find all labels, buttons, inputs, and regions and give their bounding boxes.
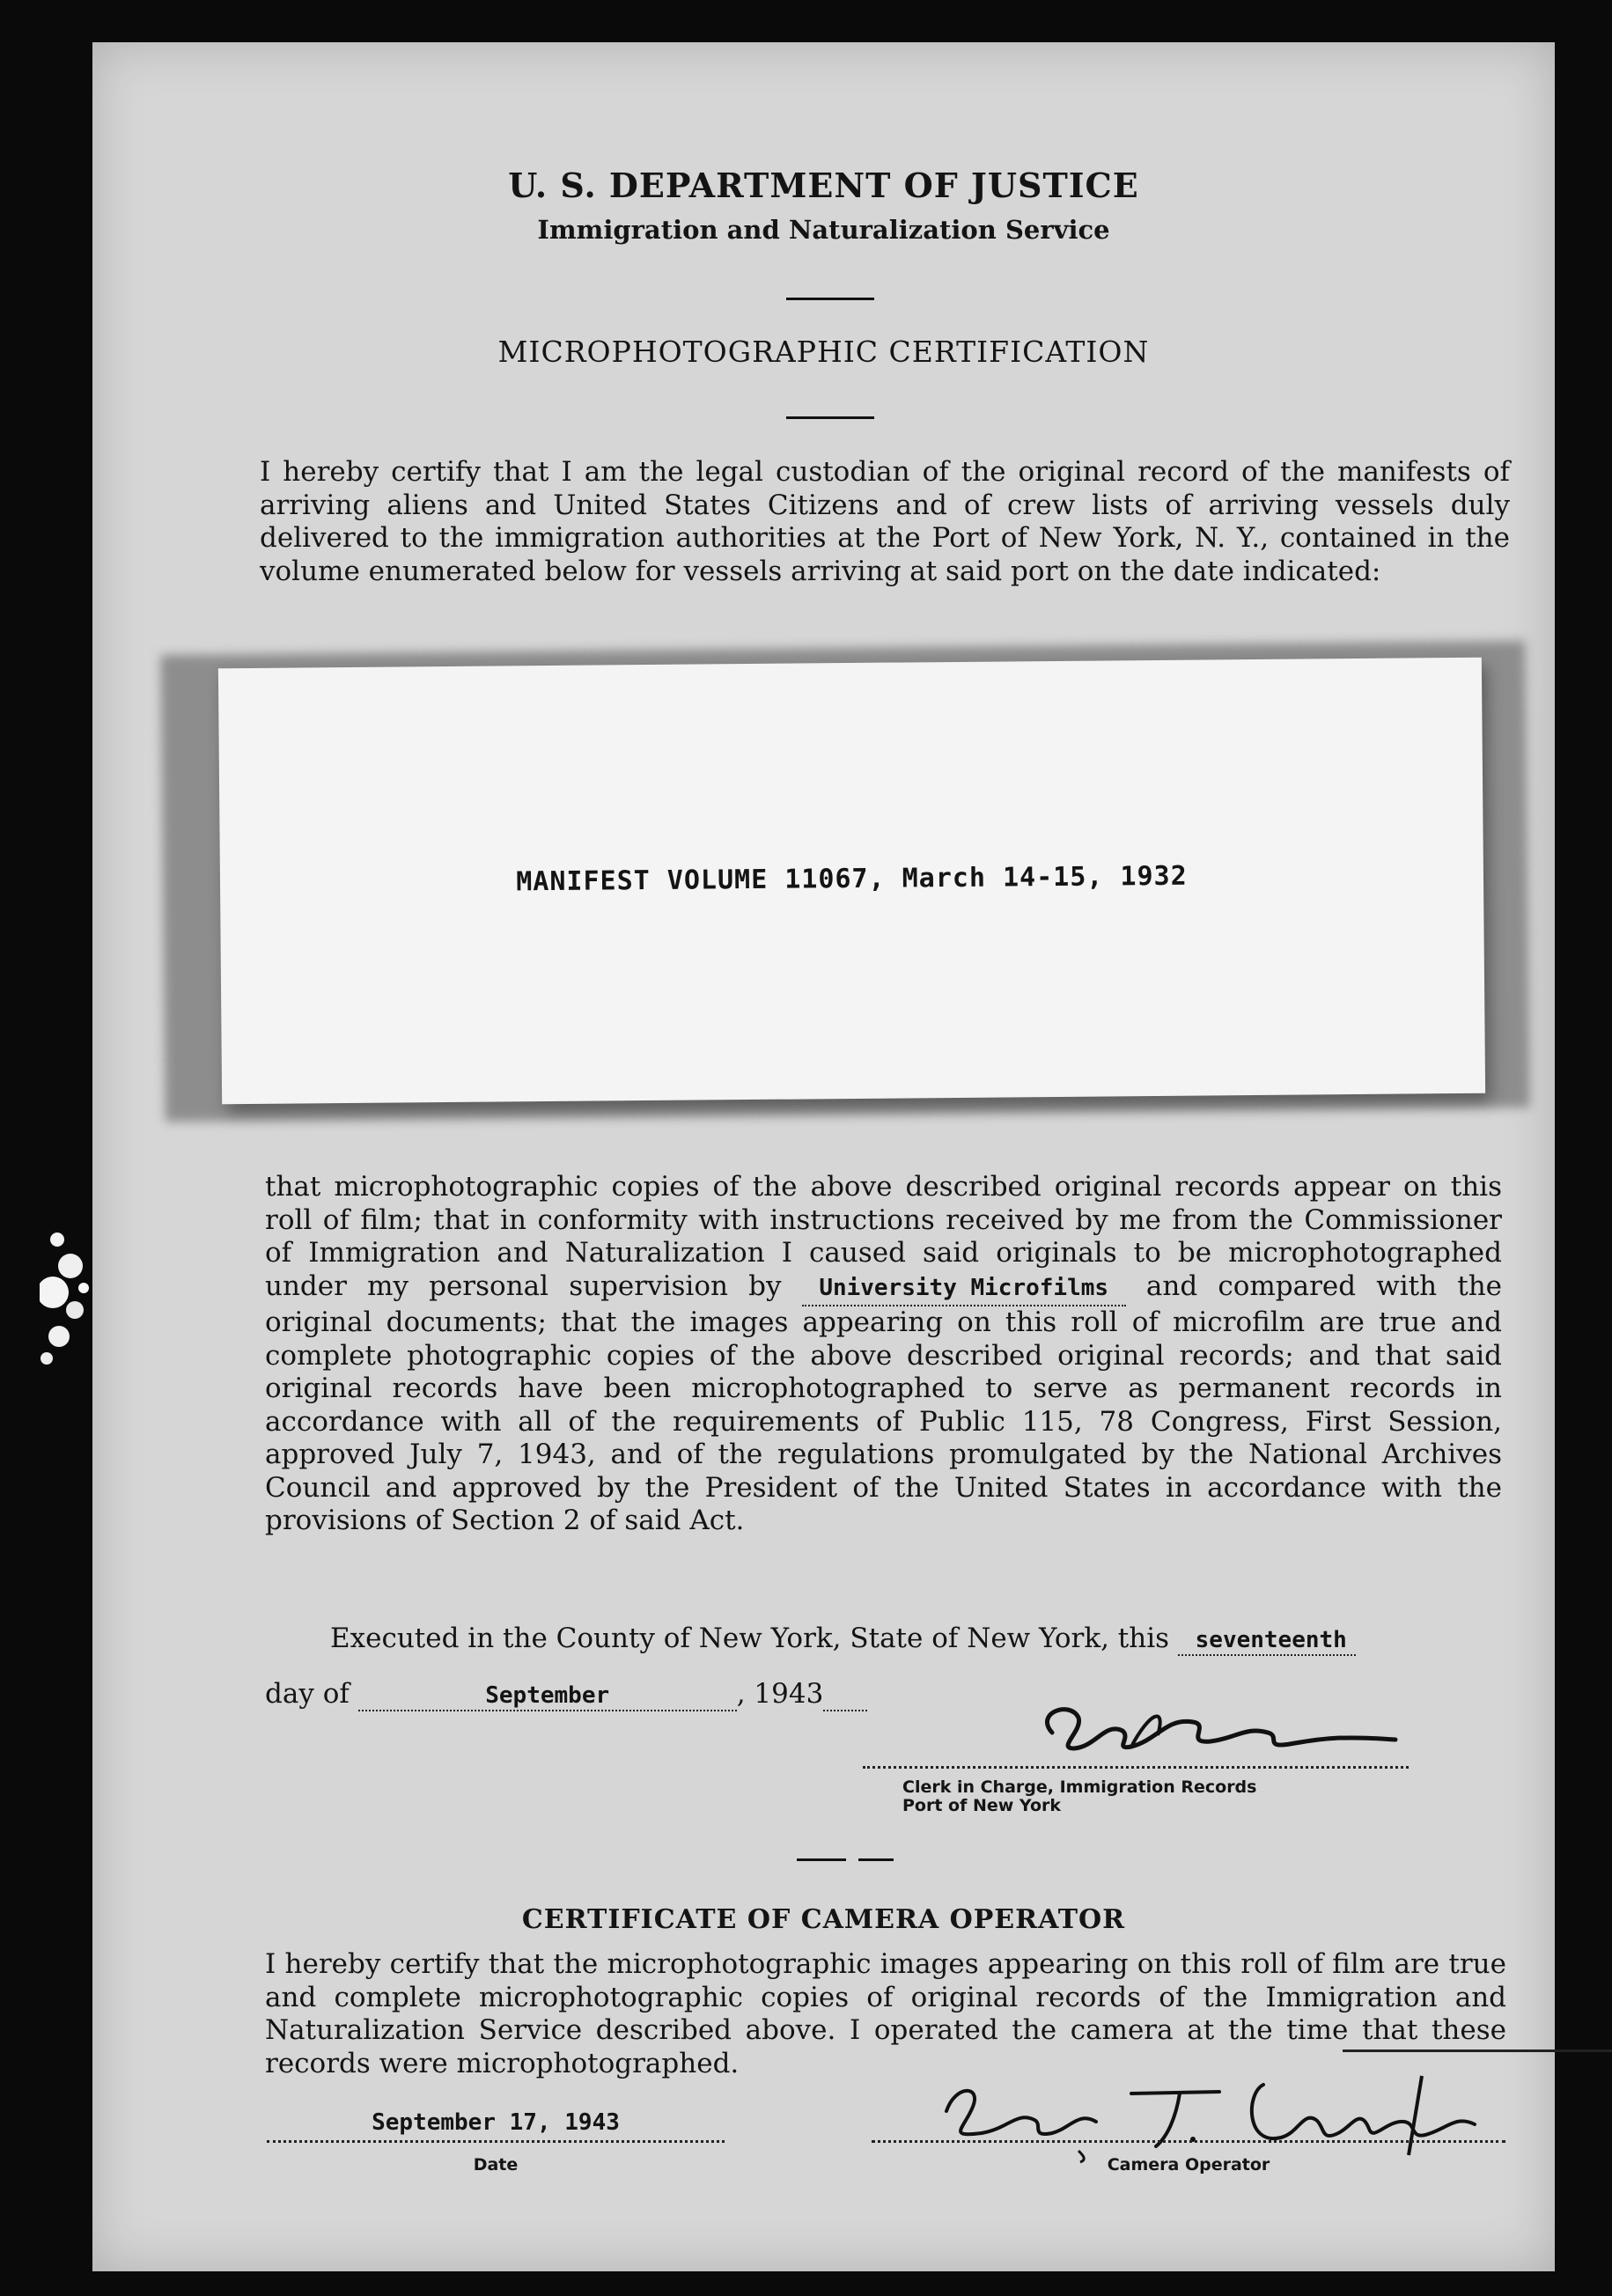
film-smudge [40, 1204, 154, 1407]
camera-operator-signature-line [872, 2140, 1505, 2143]
document-page [92, 42, 1555, 2271]
clerk-title-line2: Port of New York [902, 1796, 1062, 1815]
month-value: September [485, 1682, 610, 1709]
execution-prefix: Executed in the County of New York, State of New York, this [330, 1623, 1170, 1654]
date-label: Date [473, 2155, 519, 2175]
intro-paragraph: I hereby certify that I am the legal custodian of the original record of the manifests of arriving aliens and United States Citizens and of crew lists of arriving vessels duly delivered to the immigration authorities at the Port of New York, N. Y., contained in the volume enumerated below for vessels arriving at said port on the date indicated: [260, 456, 1510, 587]
date-line [267, 2140, 725, 2143]
manifest-volume-text: MANIFEST VOLUME 11067, March 14-15, 1932 [516, 860, 1188, 898]
certification-body [265, 1171, 1502, 1538]
camera-operator-label: Camera Operator [1107, 2155, 1270, 2175]
month-field [358, 1678, 737, 1711]
service-subtitle: Immigration and Naturalization Service [537, 215, 1110, 245]
clerk-title-line1: Clerk in Charge, Immigration Records [902, 1777, 1257, 1797]
certification-title: MICROPHOTOGRAPHIC CERTIFICATION [497, 335, 1150, 369]
body-text-part1: that microphotographic copies of the above described original records appear on this roll of film; that in conformity with instructions received by me from the Commissioner of Immigration and Naturalization I caused said originals to be microphotographed under my personal supervision by [265, 1171, 1502, 1302]
manifest-slip [218, 658, 1485, 1105]
day-of-line [265, 1678, 867, 1711]
day-of-label: day of [265, 1678, 350, 1710]
camera-operator-signature [929, 2058, 1492, 2164]
photographer-field [802, 1270, 1126, 1307]
date-value: September 17, 1943 [372, 2109, 620, 2136]
operator-certificate-title: CERTIFICATE OF CAMERA OPERATOR [521, 1904, 1126, 1935]
divider [858, 1858, 894, 1861]
department-title: U. S. DEPARTMENT OF JUSTICE [508, 166, 1139, 205]
year-prefix: , 194 [736, 1678, 806, 1710]
clerk-title [902, 1778, 1256, 1815]
clerk-signature-line [863, 1766, 1409, 1769]
operator-certificate-text: I hereby certify that the microphotographic images appearing on this roll of film are true and complete microphotographic copies of original records of the Immigration and Naturalization Service described above. I operated the camera at the time that these records were microphotographed. [265, 1948, 1506, 2079]
underline-stroke [1343, 2049, 1612, 2052]
divider [786, 416, 874, 419]
execution-line [330, 1623, 1356, 1656]
photographer-name: University Microfilms [819, 1274, 1109, 1301]
day-field [1178, 1623, 1356, 1656]
year-digit: 3 [806, 1678, 824, 1710]
body-text-part2: and compared with the original documents; that the images appearing on this roll of microfilm are true and complete photographic copies of the above described original records; and that said original records have been microphotographed to serve as permanent records in accordance with all of the requirements of Public 115, 78 Congress, First Session, approved July 7, 1943, and of the regulations promulgated by the National Archives Council and approved by the President of the United States in accordance with the provisions of Section 2 of said Act. [265, 1269, 1502, 1536]
year-dots [823, 1678, 867, 1711]
day-ordinal: seventeenth [1195, 1627, 1347, 1653]
divider [797, 1858, 846, 1861]
clerk-signature [867, 1696, 1404, 1766]
divider [786, 298, 874, 300]
